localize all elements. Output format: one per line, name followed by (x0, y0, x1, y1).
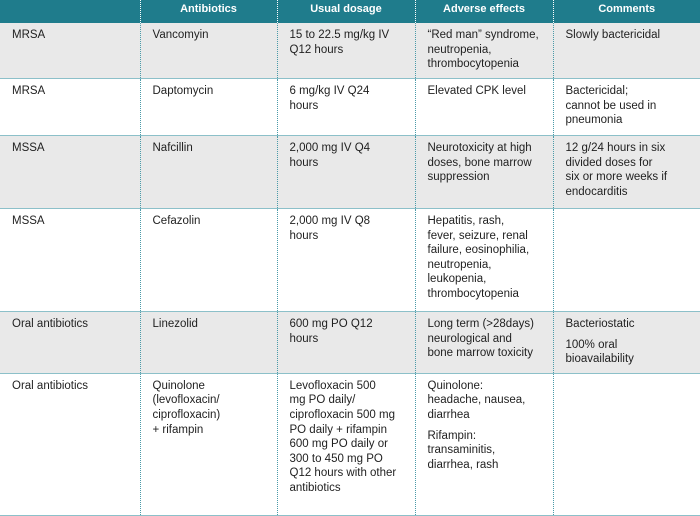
comments-line: Slowly bactericidal (565, 29, 661, 41)
dosage-line: Q12 hours with other (289, 467, 397, 480)
table-row (0, 209, 700, 312)
organism-cell: Oral antibiotics (0, 373, 140, 515)
adverse-effects-cell (415, 23, 553, 79)
dosage-line: ciprofloxacin 500 mg (289, 408, 395, 421)
adverse-line: bone marrow toxicity (427, 347, 533, 360)
adverse-line: Elevated CPK level (427, 85, 526, 97)
organism-cell: MSSA (0, 209, 140, 312)
organism-cell: MRSA (0, 79, 140, 136)
comments-line: Bactericidal; (565, 85, 629, 97)
organism-cell: Oral antibiotics (0, 312, 140, 374)
adverse-line: neutropenia, (427, 258, 492, 271)
adverse-effects-cell (415, 136, 553, 209)
antibiotic-cell (140, 136, 277, 209)
adverse-line: doses, bone marrow (427, 156, 532, 169)
table-row (0, 23, 700, 79)
comments-line: Bacteriostatic (565, 318, 635, 330)
header-usual-dosage: Usual dosage (277, 0, 415, 23)
table-row (0, 312, 700, 374)
adverse-line: fever, seizure, renal (427, 229, 528, 242)
adverse-line: Rifampin: (427, 429, 477, 442)
dosage-line: hours (289, 229, 319, 242)
dosage-line: hours (289, 99, 319, 112)
table-row (0, 136, 700, 209)
adverse-line: transaminitis, (427, 444, 496, 457)
antibiotic-cell (140, 209, 277, 312)
antibiotic-cell (140, 79, 277, 136)
organism-cell: MRSA (0, 23, 140, 79)
antibiotic-line: Quinolone (152, 379, 205, 392)
dosage-line: 600 mg PO Q12 (289, 318, 373, 330)
dosage-line: PO daily + rifampin (289, 423, 387, 436)
antibiotic-line: Nafcillin (152, 142, 193, 154)
dosage-cell (277, 312, 415, 374)
dosage-line: 2,000 mg IV Q8 (289, 215, 371, 227)
comments-line: 100% oral (565, 338, 618, 351)
adverse-effects-cell (415, 209, 553, 312)
comments-cell (553, 23, 700, 79)
antibiotic-line: Vancomyin (152, 29, 209, 41)
comments-line: endocarditis (565, 185, 628, 198)
comments-line: 12 g/24 hours in six (565, 142, 666, 154)
dosage-line: 300 to 450 mg PO (289, 452, 383, 465)
header-row (0, 0, 700, 23)
comments-cell (553, 136, 700, 209)
adverse-effects-cell (415, 373, 553, 515)
dosage-line: 600 mg PO daily or (289, 438, 388, 451)
antibiotic-line: Daptomycin (152, 85, 214, 97)
comments-cell (553, 373, 700, 515)
dosage-cell (277, 136, 415, 209)
adverse-paragraph (428, 429, 545, 473)
antibiotic-line: (levofloxacin/ (152, 394, 220, 407)
adverse-line: Long term (>28days) (427, 318, 534, 330)
dosage-line: hours (289, 332, 319, 345)
dosage-line: 15 to 22.5 mg/kg IV (289, 29, 390, 41)
adverse-line: suppression (427, 171, 490, 184)
comments-cell (553, 79, 700, 136)
adverse-line: “Red man” syndrome, (427, 29, 539, 41)
organism-cell: MSSA (0, 136, 140, 209)
antibiotic-cell (140, 312, 277, 374)
dosage-cell (277, 23, 415, 79)
header-adverse-effects: Adverse effects (415, 0, 553, 23)
adverse-line: Hepatitis, rash, (427, 215, 505, 227)
adverse-line: headache, nausea, (427, 394, 526, 407)
comments-line: six or more weeks if (565, 171, 668, 184)
comments-line: pneumonia (565, 114, 623, 127)
adverse-effects-cell (415, 79, 553, 136)
antibiotic-line: Cefazolin (152, 215, 201, 227)
table-row (0, 373, 700, 515)
antibiotic-line: Linezolid (152, 318, 198, 330)
antibiotic-cell (140, 373, 277, 515)
adverse-line: diarrhea, rash (427, 458, 499, 471)
dosage-line: hours (289, 156, 319, 169)
header-comments: Comments (553, 0, 700, 23)
dosage-cell (277, 79, 415, 136)
antibiotic-line: + rifampin (152, 423, 204, 436)
comments-cell (553, 312, 700, 374)
comments-line: divided doses for (565, 156, 653, 169)
dosage-cell (277, 209, 415, 312)
table-row (0, 79, 700, 136)
adverse-line: thrombocytopenia (427, 58, 519, 71)
adverse-line: diarrhea (427, 408, 470, 421)
comments-paragraph (566, 338, 693, 367)
comments-cell (553, 209, 700, 312)
comments-line: cannot be used in (565, 99, 657, 112)
adverse-effects-cell (415, 312, 553, 374)
antibiotic-line: ciprofloxacin) (152, 408, 221, 421)
dosage-line: mg PO daily/ (289, 394, 356, 407)
dosage-line: 2,000 mg IV Q4 (289, 142, 371, 154)
adverse-line: leukopenia, (427, 273, 487, 286)
dosage-line: 6 mg/kg IV Q24 (289, 85, 370, 97)
adverse-line: failure, eosinophilia, (427, 244, 530, 257)
dosage-line: Q12 hours (289, 43, 344, 56)
adverse-line: neurological and (427, 332, 512, 345)
dosage-line: Levofloxacin 500 (289, 379, 376, 392)
adverse-line: thrombocytopenia (427, 287, 519, 300)
header-organism (0, 0, 140, 23)
dosage-line: antibiotics (289, 481, 341, 494)
adverse-line: neutropenia, (427, 43, 492, 56)
adverse-line: Quinolone: (427, 379, 484, 392)
antibiotic-cell (140, 23, 277, 79)
comments-line: bioavailability (565, 353, 634, 366)
header-antibiotics: Antibiotics (140, 0, 277, 23)
dosage-cell (277, 373, 415, 515)
adverse-line: Neurotoxicity at high (427, 142, 532, 154)
